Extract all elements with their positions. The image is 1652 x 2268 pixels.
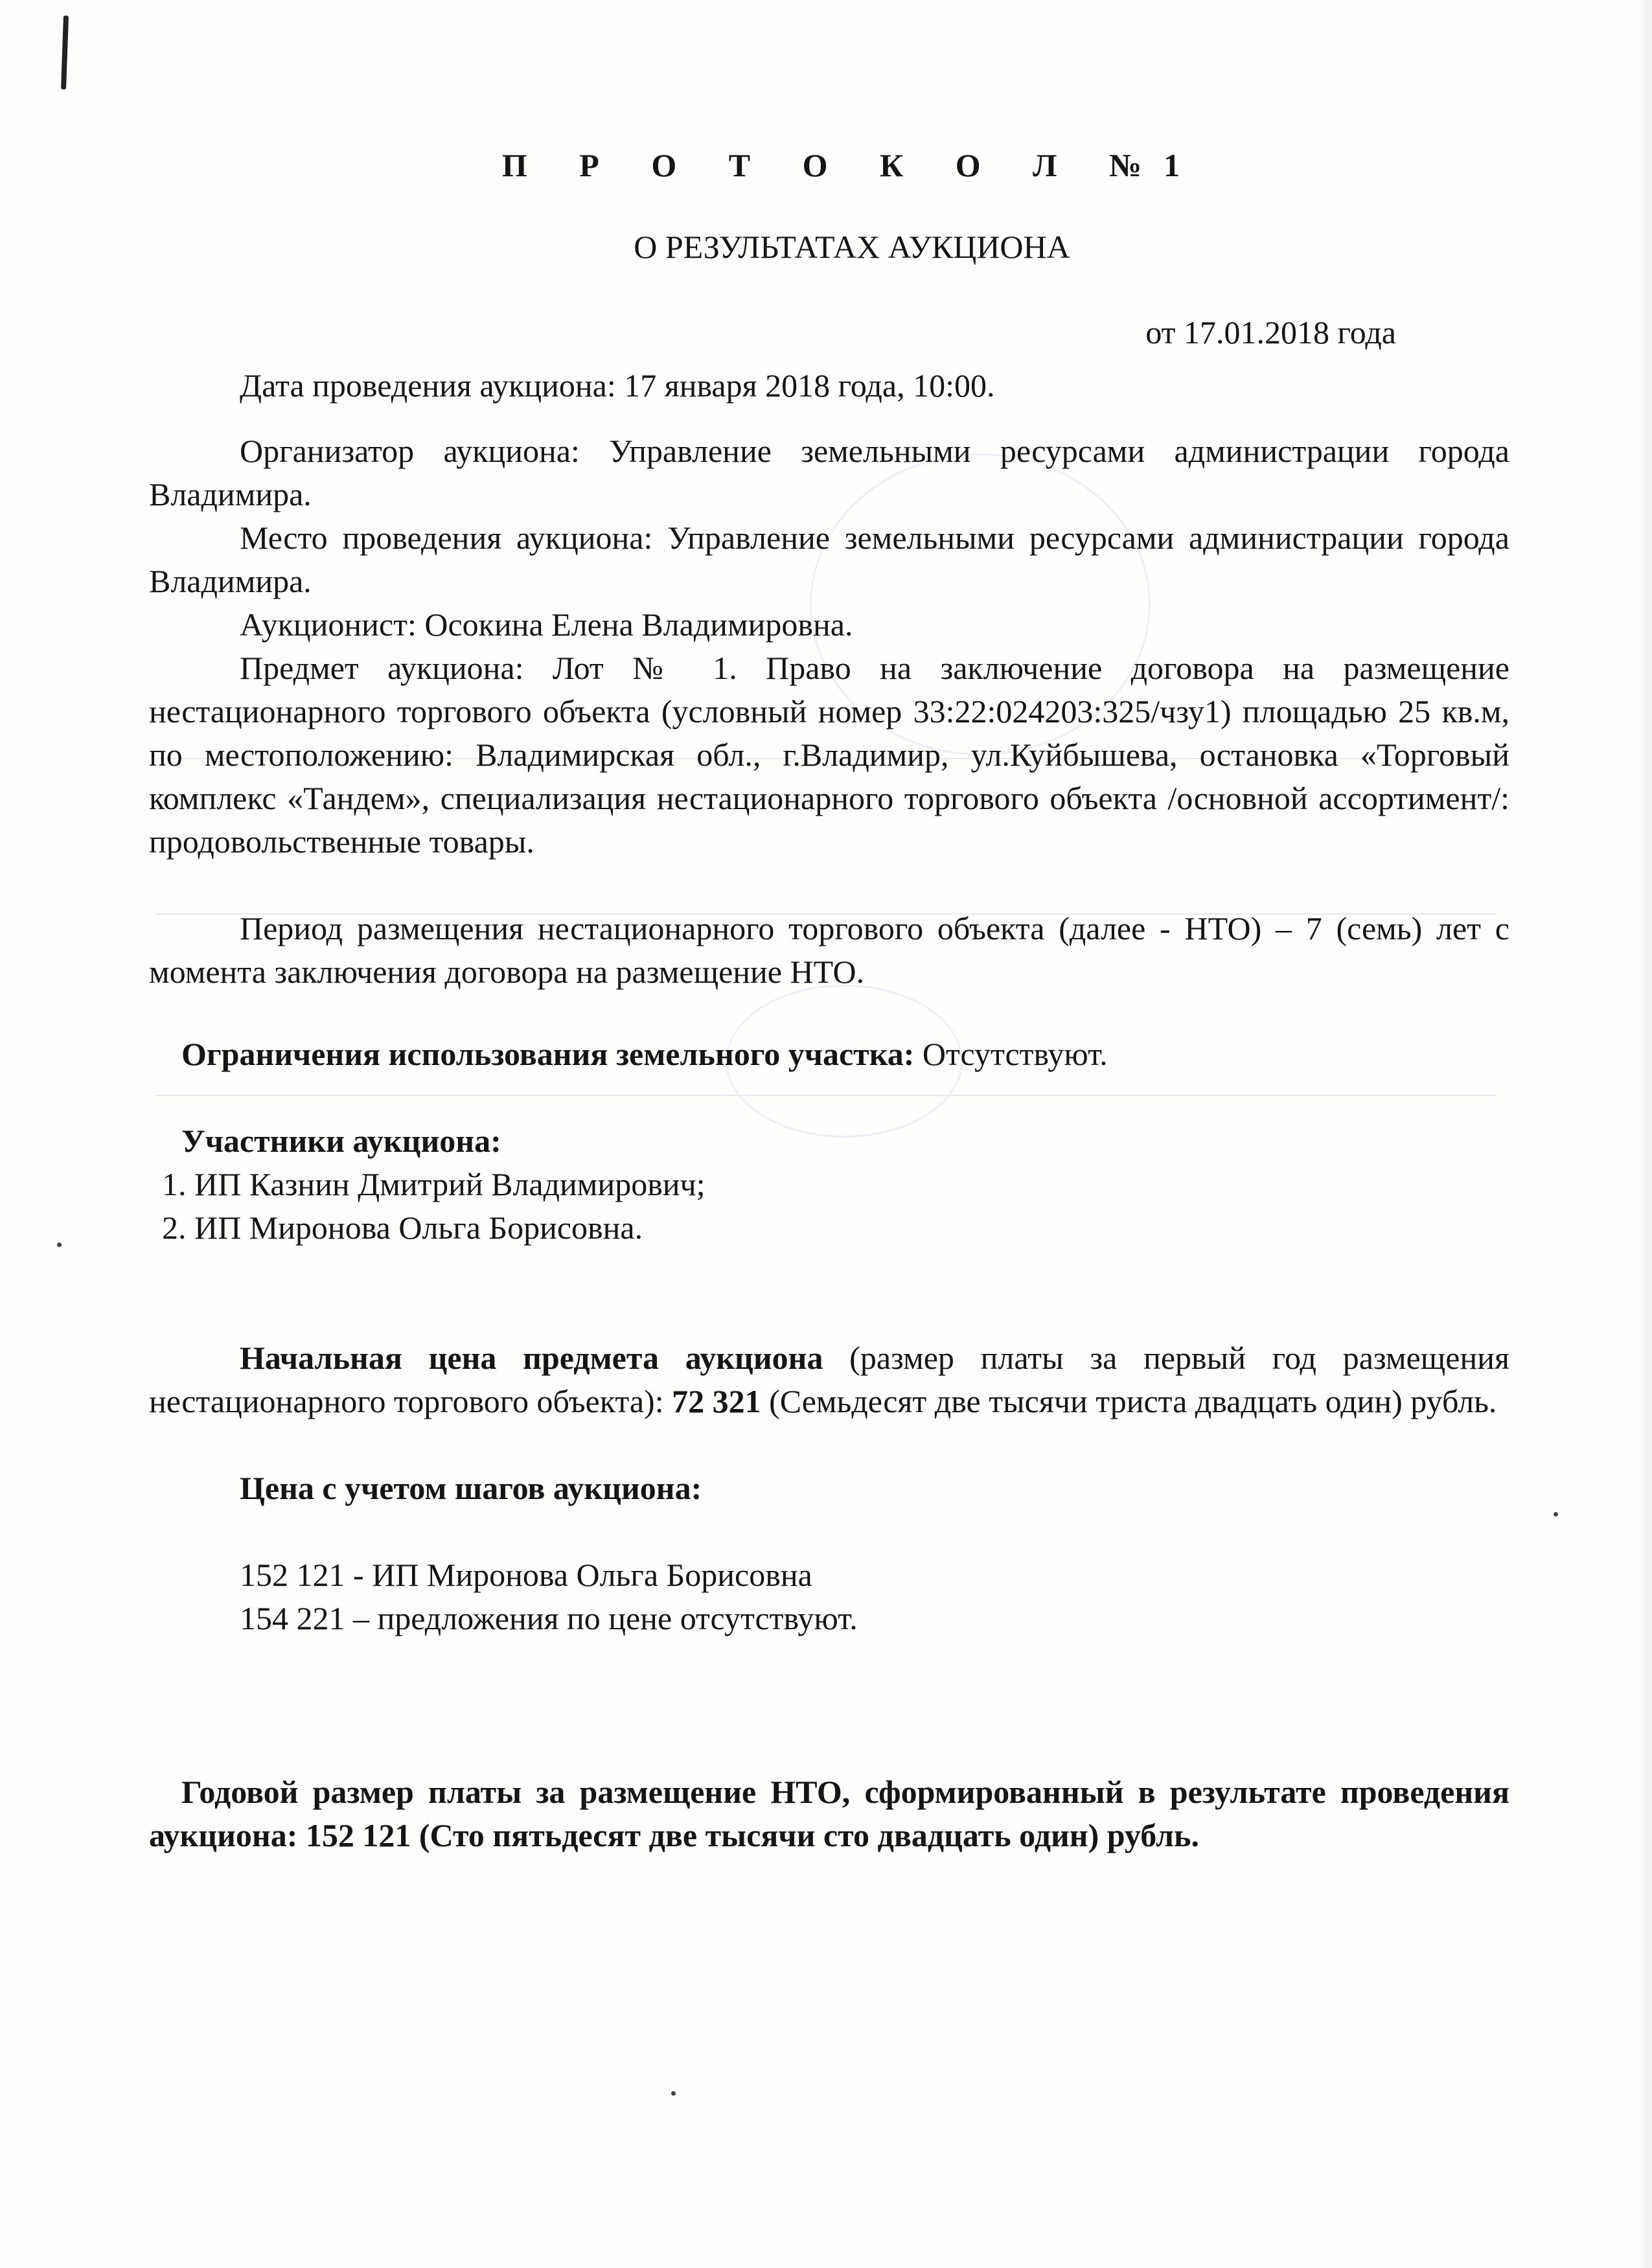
price-step-item: 152 121 - ИП Миронова Ольга Борисовна (240, 1557, 812, 1593)
auctioneer: Аукционист: Осокина Елена Владимировна. (240, 606, 853, 643)
start-price (149, 1336, 1509, 1423)
placement-period: Период размещения нестационарного торгового объекта (далее - НТО) – 7 (семь) лет с момента заключения договора на размещение НТО. (149, 910, 1509, 990)
auction-organizer: Организатор аукциона: Управление земельными ресурсами администрации города Владимира. (149, 433, 1509, 512)
auction-date: Дата проведения аукциона: 17 января 2018 года, 10:00. (240, 367, 995, 404)
document-subtitle: О РЕЗУЛЬТАТАХ АУКЦИОНА (634, 229, 1070, 265)
auction-subject: Предмет аукциона: Лот № 1. Право на заключение договора на размещение нестационарного торгового объекта (условный номер 33:22:024203:325/чзу1) площадью 25 кв.м, по местоположению: Владимирская обл., г.Владимир, ул.Куйбышева, остановка «Торговый комплекс «Тандем», специализация нестационарного торгового объекта /основной ассортимент/: продовольственные товары. (149, 650, 1509, 860)
price-steps-heading: Цена с учетом шагов аукциона: (240, 1470, 702, 1506)
participants-heading: Участники аукциона: (181, 1123, 501, 1159)
start-price-text: (Семьдесят две тысячи триста двадцать один) рубль. (761, 1383, 1497, 1419)
scan-speck (1554, 1512, 1558, 1517)
start-price-value: 72 321 (672, 1383, 761, 1419)
price-step-item: 154 221 – предложения по цене отсутствуют. (240, 1600, 858, 1636)
restrictions-value: Отсутствуют. (914, 1036, 1108, 1072)
participant-item: 1. ИП Казнин Дмитрий Владимирович; (162, 1166, 706, 1202)
participant-item: 2. ИП Миронова Ольга Борисовна. (162, 1209, 643, 1246)
scan-speck (671, 2091, 676, 2096)
restrictions-label: Ограничения использования земельного участка: (181, 1036, 915, 1072)
final-annual-fee: Годовой размер платы за размещение НТО, сформированный в результате проведения аукциона: 152 121 (Сто пятьдесят две тысячи сто двадцать один) рубль. (149, 1774, 1509, 1853)
document-date: от 17.01.2018 года (1145, 314, 1396, 350)
start-price-label: Начальная цена предмета аукциона (240, 1340, 823, 1376)
scan-speck (57, 1243, 62, 1247)
document-title: П Р О Т О К О Л №1 (501, 147, 1202, 183)
page-edge-shadow (1636, 0, 1652, 2268)
auction-place: Место проведения аукциона: Управление земельными ресурсами администрации города Владимира. (149, 520, 1509, 599)
start-price-text: (размер платы за первый год размещения нестационарного торгового объекта): (149, 1340, 1509, 1419)
document-body (149, 364, 1509, 1857)
land-restrictions (149, 1033, 1509, 1076)
